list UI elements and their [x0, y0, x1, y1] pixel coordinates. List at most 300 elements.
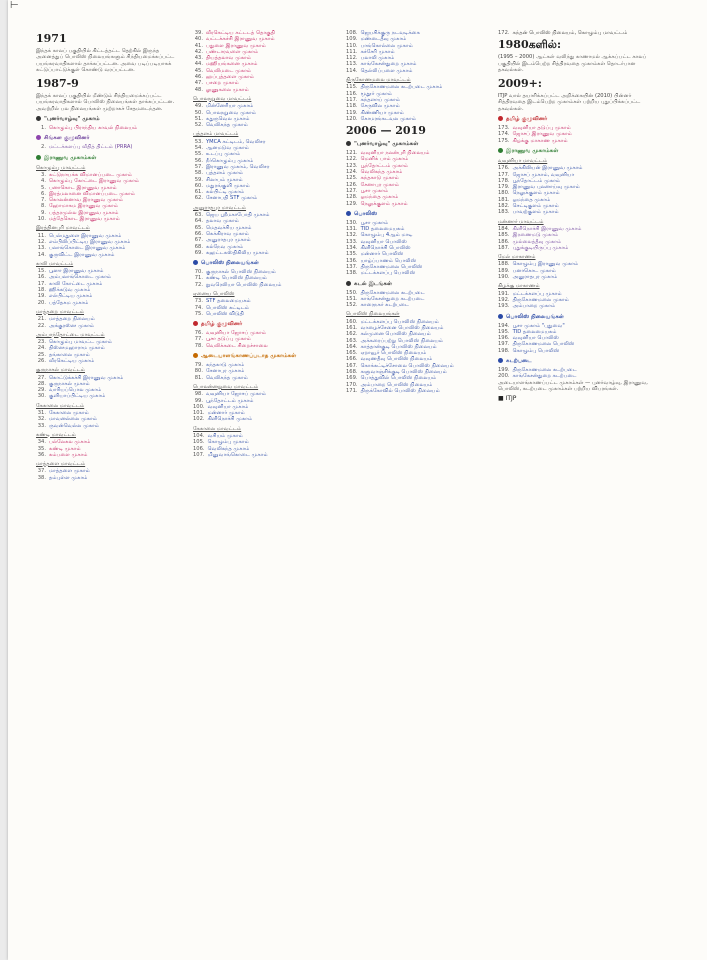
- item-number: 56.: [194, 157, 203, 164]
- category-heading-text: "புனர்வாழ்வு" முகாம்கள்: [354, 141, 419, 148]
- item-text: பூந்தோட்டம் முகாம்: [206, 397, 254, 404]
- item-number: 49.: [194, 103, 203, 110]
- item-text: மட்டக்களப்பு பொலிஸ் நிலையம்: [360, 318, 439, 325]
- item-number: 99.: [194, 397, 203, 404]
- item-number: 183.: [498, 209, 510, 216]
- site-list: [36, 468, 186, 481]
- item-text: சேனாபதி STF முகாம்: [206, 195, 258, 202]
- item-text: பத்தேகம முகாம்: [49, 299, 89, 306]
- item-number: 160.: [346, 318, 358, 325]
- item-number: 67.: [194, 237, 203, 244]
- item-number: 104.: [193, 433, 205, 440]
- site-list: [346, 319, 496, 395]
- item-text: பூசா தடுப்பு முகாம்: [206, 336, 251, 343]
- district-subheading: மன்னார் மாவட்டம்: [498, 218, 544, 225]
- item-text: கெக்கிராவ முகாம்: [206, 230, 249, 237]
- item-text: மின்னேரியா முகாம்: [206, 103, 254, 110]
- list-item: [498, 30, 658, 36]
- category-heading-text: இராணுவ முகாம்கள்: [44, 154, 97, 161]
- item-text: பூந்தோட்டம் முகாம்: [360, 162, 409, 169]
- item-text: மட்டக்களப்பு வீதித் திட்டம் (PRRA): [49, 144, 133, 151]
- item-number: 41.: [194, 42, 203, 49]
- item-text: கந்தகாடு முகாம்: [206, 362, 245, 369]
- site-list: [498, 291, 658, 310]
- category-bullet-icon: [346, 281, 351, 286]
- item-number: 34.: [37, 439, 46, 446]
- item-number: 187.: [498, 244, 510, 251]
- category-bullet-icon: [36, 116, 41, 121]
- item-number: 20.: [37, 299, 46, 306]
- item-number: 37.: [37, 468, 46, 475]
- item-number: 120.: [346, 115, 358, 122]
- column-2: [193, 30, 343, 950]
- item-number: 2.: [41, 144, 46, 151]
- footer-stamp: ■ ITJP: [498, 395, 517, 403]
- item-number: 45.: [194, 67, 203, 74]
- site-list: [36, 410, 186, 429]
- item-number: 180.: [498, 190, 510, 197]
- item-number: 66.: [194, 230, 203, 237]
- district-subheading: அம்பாந்தோட்டை மாவட்டம்: [36, 331, 105, 338]
- item-text: அனுராதபுர முகாம்: [206, 237, 251, 244]
- site-list: [36, 268, 186, 306]
- item-text: பொத்துவில் பொலிஸ் நிலையம்: [360, 375, 437, 382]
- site-list: [193, 103, 343, 128]
- list-item: [193, 311, 343, 317]
- category-heading-text: கடல் இடங்கள்: [354, 280, 393, 287]
- item-text: வெலிகந்த முகாம்: [360, 169, 403, 176]
- item-text: வவுனியா முகாம்: [207, 403, 249, 410]
- section-year-heading: 1980களில்:: [498, 38, 562, 52]
- item-text: செட்டிகுளம் முகாம்: [512, 203, 559, 210]
- item-number: 36.: [37, 451, 46, 458]
- item-number: 61.: [194, 189, 203, 196]
- item-text: வாழைச்சேனை பொலிஸ் நிலையம்: [360, 324, 444, 331]
- item-number: 128.: [346, 194, 358, 201]
- item-number: 81.: [194, 374, 203, 381]
- item-text: காரைநகர் கடற்படை: [360, 302, 410, 309]
- item-number: 16.: [37, 274, 46, 281]
- item-number: 28.: [37, 380, 46, 387]
- item-number: 32.: [37, 416, 46, 423]
- item-text: ஆனமடுவ முகாம்: [206, 145, 249, 152]
- item-text: மன்னார் முகாம்: [207, 410, 245, 417]
- site-list: [498, 165, 658, 215]
- category-heading-text: தமிழ் குழுவினர்: [201, 321, 243, 328]
- item-text: யாழ்ப்பாணம் பொலிஸ்: [360, 257, 417, 264]
- item-text: திஸ்ஸமஹாராம முகாம்: [49, 345, 105, 352]
- item-number: 163.: [346, 337, 358, 344]
- district-subheading: கிழக்கு மாகாணம்: [498, 283, 540, 290]
- item-number: 173.: [498, 125, 510, 132]
- item-number: 35.: [37, 445, 46, 452]
- list-item: [193, 452, 343, 458]
- item-text: காங்கேசன்துறை கடற்படை: [512, 373, 577, 380]
- item-number: 166.: [346, 356, 358, 363]
- item-text: எம்பிலிப்பிட்டிய இராணுவ முகாம்: [49, 238, 131, 245]
- list-item: [193, 343, 343, 349]
- item-text: பதுளை இராணுவ முகாம்: [206, 42, 266, 49]
- list-item: [346, 201, 496, 207]
- district-subheading: மாத்தளை மாவட்டம்: [36, 461, 86, 468]
- item-number: 27.: [37, 374, 46, 381]
- category-heading: [36, 116, 186, 123]
- item-text: ஓமந்தை முகாம்: [512, 196, 551, 203]
- item-number: 194.: [498, 322, 510, 329]
- site-list: [498, 261, 658, 280]
- item-text: வீரகெட்டிய கட்டடத் தொகுதி: [206, 30, 276, 36]
- site-list: [36, 316, 186, 329]
- item-text: பலாங்கொடை இராணுவ முகாம்: [49, 245, 126, 252]
- item-text: தியத்தலாவ முகாம்: [206, 55, 252, 62]
- item-text: வாரியப்பொல முகாம்: [49, 387, 102, 394]
- item-text: அக்கரைப்பற்று பொலிஸ் நிலையம்: [360, 337, 444, 344]
- item-number: 60.: [194, 182, 203, 189]
- item-text: குளியாப்பிட்டிய முகாம்: [49, 393, 106, 400]
- item-text: பூசா முகாம்: [360, 187, 389, 194]
- item-text: YMCA கட்டிடம், வெலிசர: [206, 138, 266, 145]
- item-number: 78.: [194, 342, 203, 349]
- item-number: 100.: [193, 403, 205, 410]
- list-item: [193, 87, 343, 93]
- item-text: கம்பளை முகாம்: [49, 451, 88, 458]
- item-number: 59.: [194, 176, 203, 183]
- item-text: பெல்மதுளை இராணுவ முகாம்: [49, 232, 122, 239]
- district-subheading: பொலநறுவை மாவட்டம்: [193, 95, 252, 102]
- item-number: 129.: [346, 200, 358, 207]
- item-text: பூஸா இராணுவ முகாம்: [49, 268, 104, 275]
- item-number: 70.: [194, 269, 203, 276]
- item-text: அக்கிலியன் இராணுவ முகாம்: [512, 165, 583, 172]
- site-list: [36, 233, 186, 258]
- item-text: கஹட்டகஸ்திகிலிய முகாம்: [206, 249, 269, 256]
- item-number: 76.: [194, 330, 203, 337]
- section-year-heading: 2006 — 2019: [346, 124, 426, 138]
- category-bullet-icon: [498, 116, 503, 121]
- item-number: 125.: [346, 175, 358, 182]
- item-number: 25.: [37, 351, 46, 358]
- item-number: 164.: [346, 343, 358, 350]
- site-list: [193, 362, 343, 381]
- item-text: கொழும்பு பொலிஸ்: [512, 347, 560, 354]
- item-text: பூசா முகாம் "புதுவை": [512, 322, 565, 329]
- item-number: 69.: [194, 249, 203, 256]
- item-number: 111.: [346, 48, 358, 55]
- site-list: [193, 30, 343, 93]
- item-text: திருகோணமலை முகாம்: [512, 296, 569, 303]
- item-number: 138.: [346, 270, 358, 277]
- list-item: [193, 416, 343, 422]
- item-text: பூசா முகாம்: [360, 219, 389, 226]
- intro-paragraph: ITJP வால் தயாரிக்கப்பட்ட அறிக்கையின் (2010) பின்னர் சித்திரவதை இடம்பெற்ற முகாம்கள் பற்றிய புதுப்பிக்கப்பட்ட தகவல்கள்.: [498, 93, 641, 112]
- item-number: 177.: [498, 171, 510, 178]
- item-text: குருவிட்ட இராணுவ முகாம்: [49, 251, 115, 258]
- item-text: கந்தன் பொலிஸ் நிலையம், கொழும்பு மாவட்டம்: [512, 30, 628, 36]
- item-text: கண்டி பொலிஸ் நிலையம்: [206, 275, 267, 282]
- item-text: உடப்பு முகாம்: [206, 151, 241, 158]
- category-bullet-icon: [346, 211, 351, 216]
- item-number: 136.: [346, 257, 358, 264]
- list-item: [346, 116, 496, 122]
- item-number: 130.: [346, 219, 358, 226]
- category-bullet-icon: [498, 314, 503, 319]
- site-list: [346, 84, 496, 122]
- list-item: [193, 195, 343, 201]
- category-heading-text: கடற்படை: [506, 357, 532, 364]
- item-text: கொக்கட்டிச்சோலை பொலிஸ் நிலையம்: [360, 362, 454, 369]
- item-number: 175.: [498, 137, 510, 144]
- item-number: 17.: [37, 280, 46, 287]
- item-number: 15.: [37, 268, 46, 275]
- item-text: மட்டக்களப்பு பொலிஸ்: [360, 270, 416, 277]
- intro-paragraph: இந்தக் காலப் பகுதியில் கிட்டத்தட்ட தெற்கில் இருந்த அனைத்துப் பொலிஸ் நிலையங்களும் சிந்தியமைக்கப்பட்ட பயங்கரவாதிகளால் தாக்கப்பட்டன. அவை படிப்படியாகக் கட்டுப்பாட்டுக்குள் கொண்டு வரப்பட்டன.: [36, 48, 175, 73]
- list-item: [36, 358, 186, 364]
- item-number: 186.: [498, 238, 510, 245]
- item-number: 51.: [194, 115, 203, 122]
- item-text: ஜோசப் முகாம், வவுனியா: [512, 171, 575, 178]
- item-number: 200.: [498, 373, 510, 380]
- list-item: [36, 216, 186, 222]
- item-number: 121.: [346, 150, 358, 157]
- item-number: 112.: [346, 55, 358, 62]
- item-number: 42.: [194, 48, 203, 55]
- item-number: 133.: [346, 238, 358, 245]
- item-number: 193.: [498, 303, 510, 310]
- item-text: கொழும்பு கோட்டை இராணுவ முகாம்: [49, 178, 140, 185]
- list-item: [498, 274, 658, 280]
- item-text: ஜெயசிக்குரு நடவடிக்கை: [360, 30, 420, 36]
- item-text: வவுணதீவு பொலிஸ் நிலையம்: [360, 356, 433, 363]
- category-bullet-icon: [498, 148, 503, 153]
- item-number: 171.: [346, 387, 358, 394]
- item-number: 168.: [346, 369, 358, 376]
- item-number: 135.: [346, 251, 358, 258]
- item-text: நீர்கொழும்பு முகாம்: [206, 157, 254, 164]
- item-text: பலாலி முகாம்: [360, 55, 395, 62]
- site-list: [193, 298, 343, 317]
- list-item: [346, 68, 496, 74]
- item-text: புதுக்குடியிருப்பு முகாம்: [512, 244, 569, 251]
- category-bullet-icon: [193, 353, 198, 358]
- item-number: 114.: [346, 67, 358, 74]
- list-item: [193, 375, 343, 381]
- item-text: வசியம் முகாம்: [207, 433, 243, 440]
- item-number: 57.: [194, 163, 203, 170]
- district-subheading: மேல் மாகாணம்: [498, 254, 536, 261]
- item-text: குருநாகல் முகாம்: [49, 380, 90, 387]
- list-item: [36, 144, 186, 150]
- list-item: [36, 475, 186, 481]
- item-text: மெனிக் பாம் முகாம்: [360, 156, 409, 163]
- item-text: திருகோணமலை கடற்படை: [360, 289, 425, 296]
- item-text: தலாவ முகாம்: [206, 218, 239, 225]
- item-number: 58.: [194, 170, 203, 177]
- item-text: கொழும்பு பிராந்திய காவல் நிலையம்: [49, 125, 138, 132]
- list-item: [346, 388, 496, 394]
- item-number: 117.: [346, 96, 358, 103]
- district-subheading: பொலிஸ் நிலையங்கள்: [346, 311, 400, 318]
- item-text: பல்லேகல முகாம்: [49, 439, 91, 446]
- item-number: 116.: [346, 90, 358, 97]
- intro-paragraph: இந்தக் காலப் பகுதியில் மீண்டும் சிந்தியமைக்கப்பட்ட பயங்கரவாதிகளால் பொலிஸ் நிலையங்கள் தாக்கப்பட்டன. அவற்றில் பல நிலையங்கள் முற்றாகச் சேதமடைந்தன.: [36, 93, 175, 112]
- item-number: 191.: [498, 290, 510, 297]
- item-number: 109.: [346, 36, 358, 43]
- item-text: பாங்கொல்லை முகாம்: [360, 42, 413, 49]
- item-number: 132.: [346, 232, 358, 239]
- section-year-heading: 1987-9: [36, 77, 79, 91]
- item-text: மத்தேகொட இராணுவ முகாம்: [49, 216, 120, 223]
- item-number: 6.: [41, 190, 46, 197]
- item-number: 122.: [346, 156, 358, 163]
- item-text: கோமரங்கடவல முகாம்: [360, 115, 417, 122]
- item-text: நெலுக்குளம் முகாம்: [360, 200, 408, 207]
- item-number: 170.: [346, 381, 358, 388]
- item-number: 165.: [346, 350, 358, 357]
- list-item: [36, 323, 186, 329]
- item-text: நுவரெலியா பொலிஸ் நிலையம்: [206, 281, 282, 288]
- item-text: கிளிநொச்சி இராணுவ முகாம்: [512, 225, 582, 232]
- item-number: 181.: [498, 196, 510, 203]
- item-text: கந்தகாடு முகாம்: [360, 175, 399, 182]
- item-number: 52.: [194, 122, 203, 129]
- site-list: [36, 375, 186, 400]
- column-1: [36, 30, 186, 950]
- item-text: அக்குரஸ்ஸ முகாம்: [49, 322, 95, 329]
- item-number: 126.: [346, 181, 358, 188]
- item-number: 40.: [194, 36, 203, 43]
- item-text: மஹியங்கனை முகாம்: [206, 61, 258, 68]
- item-text: கல்நேவ முகாம்: [206, 243, 244, 250]
- item-text: காலி கோட்டை முகாம்: [49, 280, 103, 287]
- item-text: வெலிமடை முகாம்: [206, 67, 252, 74]
- site-list: [36, 144, 186, 150]
- site-list: [498, 30, 658, 36]
- item-text: இராணுவ புலனாய்வு முகாம்: [512, 184, 580, 191]
- item-text: கொழும்பு முகாம்: [207, 439, 249, 446]
- item-number: 54.: [194, 145, 203, 152]
- item-text: ஏறாவூர் பொலிஸ் நிலையம்: [360, 350, 427, 357]
- item-text: தம்புள்ள முகாம்: [49, 474, 88, 481]
- item-text: வவுனியா தடுப்பு முகாம்: [512, 125, 571, 132]
- item-number: 50.: [194, 109, 203, 116]
- district-subheading: மாத்தறை மாவட்டம்: [36, 308, 85, 315]
- item-number: 9.: [41, 209, 46, 216]
- item-number: 115.: [346, 84, 358, 91]
- item-text: இரத்மலானை விமானப்படை முகாம்: [49, 190, 136, 197]
- intro-paragraph: (1995 – 2000) ஆட்கள் வலிந்து காணாமல் ஆக்கப்பட்ட காலப் பகுதியில் இடம்பெற்ற சித்திரவதை முகாம்கள் தொடர்பான தகவல்கள்.: [498, 54, 647, 73]
- item-number: 169.: [346, 375, 358, 382]
- item-number: 110.: [346, 42, 358, 49]
- item-text: ஓமந்தை முகாம்: [360, 194, 399, 201]
- item-text: கிழக்கு மாகாண முகாம்: [512, 137, 568, 144]
- item-number: 65.: [194, 224, 203, 231]
- item-text: களுவாஞ்சிக்குடி பொலிஸ் நிலையம்: [360, 369, 447, 376]
- item-number: 64.: [194, 218, 203, 225]
- item-number: 68.: [194, 243, 203, 250]
- item-text: மினுவாங்கொடை முகாம்: [207, 451, 268, 458]
- category-heading: [498, 358, 658, 365]
- item-text: ருவன்வெல்ல முகாம்: [49, 422, 100, 429]
- item-number: 1.: [41, 125, 46, 132]
- item-number: 19.: [37, 293, 46, 300]
- site-list: [498, 125, 658, 144]
- category-heading: [498, 314, 658, 321]
- item-number: 10.: [37, 216, 46, 223]
- item-number: 189.: [498, 267, 510, 274]
- district-subheading: பொலன்னறுவை மாவட்டம்: [193, 383, 259, 390]
- item-number: 161.: [346, 324, 358, 331]
- item-text: மாத்தறை நிலையம்: [49, 316, 95, 323]
- item-number: 124.: [346, 169, 358, 176]
- item-number: 172.: [498, 30, 510, 36]
- item-text: பொலிஸ் கட்டிடம்: [206, 304, 249, 311]
- item-text: கதுருவெல முகாம்: [206, 115, 250, 122]
- item-text: கண்டி முகாம்: [49, 445, 81, 452]
- item-number: 3.: [41, 171, 46, 178]
- item-text: கச்சேரி முகாம்: [360, 48, 395, 55]
- item-text: வெலிகந்த முகாம்: [207, 445, 250, 452]
- item-text: பத்தரமுல்ல இராணுவ முகாம்: [49, 209, 119, 216]
- item-number: 178.: [498, 177, 510, 184]
- item-text: TID தலைமையகம்: [512, 328, 557, 335]
- item-text: திருகோணமலை பொலிஸ்: [360, 263, 423, 270]
- site-list: [498, 323, 658, 354]
- item-text: காத்தான்குடி பொலிஸ் நிலையம்: [360, 343, 437, 350]
- list-item: [498, 209, 658, 215]
- item-number: 185.: [498, 232, 510, 239]
- item-text: வவுனியா பொலிஸ்: [360, 238, 407, 245]
- category-heading: [346, 141, 496, 148]
- item-text: கொட்டுக்கச்சி இராணுவ முகாம்: [49, 374, 124, 381]
- item-number: 197.: [498, 341, 510, 348]
- item-text: வவுனியா நலன்புரி நிலையம்: [360, 150, 430, 157]
- item-number: 23.: [37, 339, 46, 346]
- site-list: [193, 433, 343, 458]
- item-number: 188.: [498, 261, 510, 268]
- item-text: ஜோசப் இராணுவ முகாம்: [512, 131, 572, 138]
- item-text: சிலாபம் முகாம்: [206, 176, 243, 183]
- item-text: தங்காலை முகாம்: [49, 351, 90, 358]
- category-bullet-icon: [193, 321, 198, 326]
- item-number: 18.: [37, 287, 46, 294]
- item-number: 11.: [37, 232, 46, 239]
- item-number: 123.: [346, 162, 358, 169]
- item-number: 53.: [194, 138, 203, 145]
- site-list: [498, 226, 658, 251]
- item-number: 150.: [346, 289, 358, 296]
- item-number: 38.: [37, 474, 46, 481]
- site-list: [346, 150, 496, 207]
- category-heading-text: சிங்கள குழுவினர்: [44, 135, 90, 142]
- item-text: திருகோணமலை பொலிஸ்: [512, 341, 575, 348]
- item-number: 179.: [498, 184, 510, 191]
- item-number: 77.: [194, 336, 203, 343]
- item-text: குருநாகல் பொலிஸ் நிலையம்: [206, 269, 276, 276]
- item-text: STF தலைமையகம்: [206, 298, 251, 305]
- item-number: 31.: [37, 410, 46, 417]
- category-heading: [36, 135, 186, 142]
- item-text: பொலிஸ் விடுதி: [206, 310, 244, 317]
- item-text: வட்டக்கச்சி இராணுவ முகாம்: [206, 36, 275, 43]
- site-list: [36, 172, 186, 222]
- list-item: [36, 125, 186, 131]
- category-heading: [498, 116, 658, 123]
- item-text: ஹப்புத்தளை முகாம்: [206, 74, 255, 81]
- item-text: பசறை முகாம்: [206, 80, 239, 87]
- item-number: 39.: [194, 30, 203, 36]
- item-text: கட்டுநாயக்க விமானப்படை முகாம்: [49, 171, 133, 178]
- item-number: 43.: [194, 55, 203, 62]
